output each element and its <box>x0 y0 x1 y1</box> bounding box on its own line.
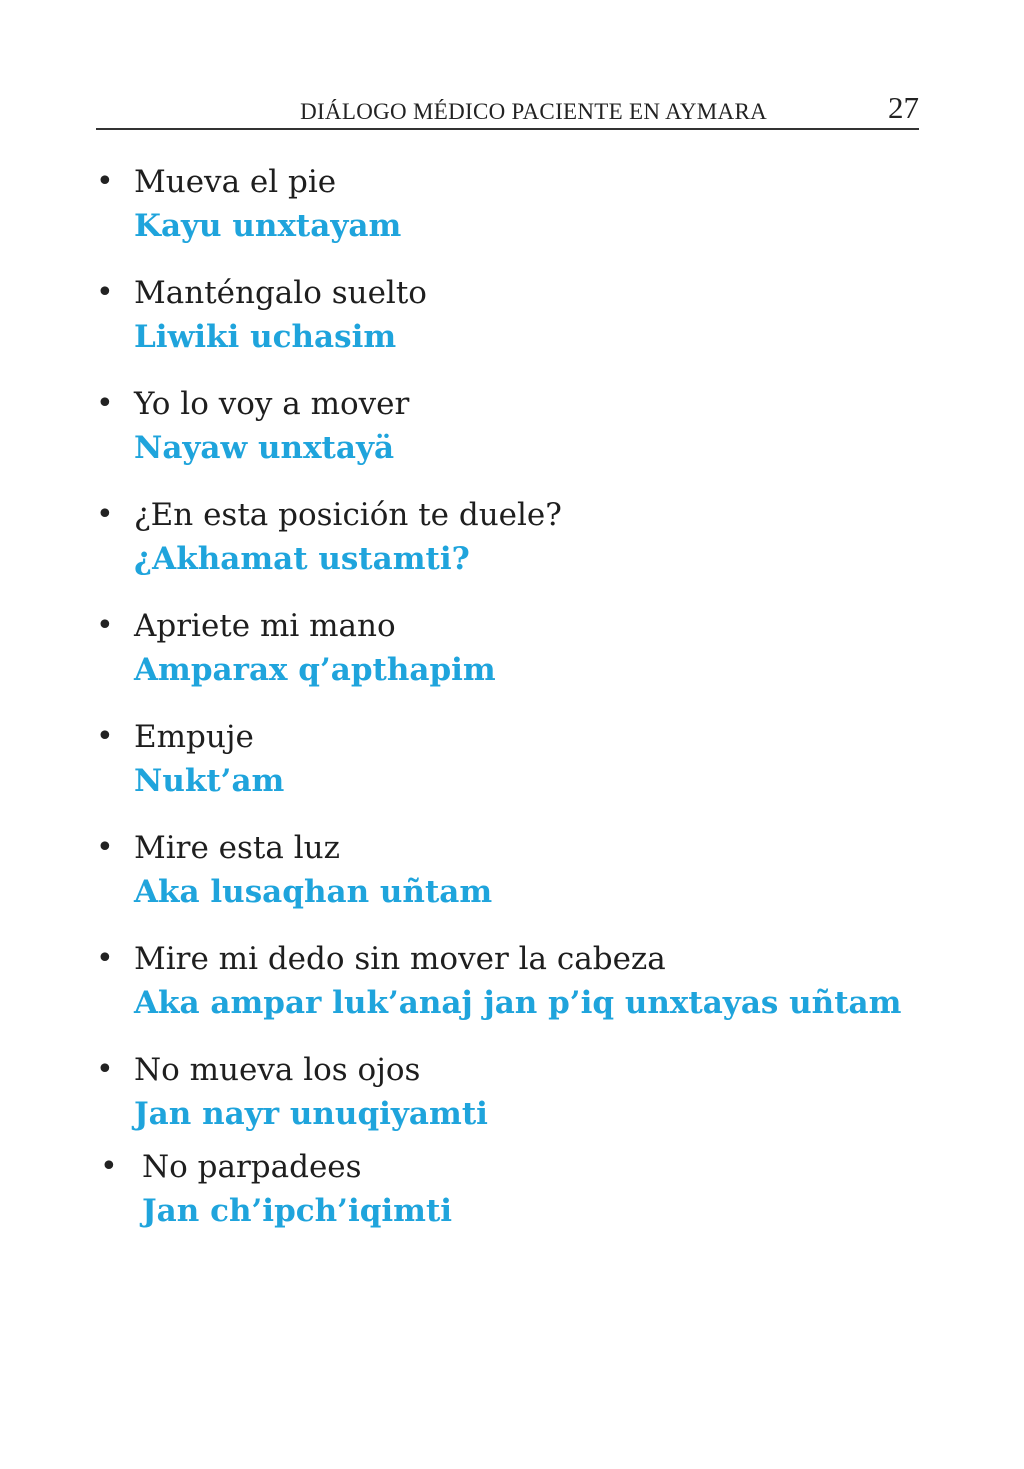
bullet-icon: • <box>96 941 114 976</box>
spanish-phrase: Mire mi dedo sin mover la cabeza <box>134 941 666 977</box>
bullet-icon: • <box>96 608 114 643</box>
spanish-phrase: Mire esta luz <box>134 830 340 866</box>
bullet-icon: • <box>96 497 114 532</box>
list-item <box>96 160 919 248</box>
spanish-phrase: Manténgalo suelto <box>134 275 427 311</box>
spanish-phrase: No mueva los ojos <box>134 1052 421 1088</box>
list-item <box>96 937 919 1025</box>
page-number: 27 <box>888 90 919 125</box>
spanish-phrase: Apriete mi mano <box>134 608 396 644</box>
page-header <box>96 92 919 130</box>
bullet-icon: • <box>96 1052 114 1087</box>
spanish-phrase: Empuje <box>134 719 254 755</box>
list-item <box>96 604 919 692</box>
aymara-translation: Jan ch’ipch’iqimti <box>142 1193 453 1229</box>
aymara-translation: Aka ampar luk’anaj jan p’iq unxtayas uñtam <box>134 985 902 1021</box>
bullet-icon: • <box>96 386 114 421</box>
phrase-list <box>96 160 919 1256</box>
list-item <box>96 271 919 359</box>
aymara-translation: Amparax q’apthapim <box>134 652 496 688</box>
aymara-translation: Nukt’am <box>134 763 285 799</box>
bullet-icon: • <box>96 275 114 310</box>
spanish-phrase: Mueva el pie <box>134 164 337 200</box>
aymara-translation: Liwiki uchasim <box>134 319 397 355</box>
spanish-phrase: ¿En esta posición te duele? <box>134 497 562 533</box>
running-title: DIÁLOGO MÉDICO PACIENTE EN AYMARA <box>300 99 767 124</box>
aymara-translation: Jan nayr unuqiyamti <box>134 1096 488 1132</box>
list-item <box>96 382 919 470</box>
spanish-phrase: No parpadees <box>142 1149 362 1185</box>
list-item <box>96 493 919 581</box>
aymara-translation: ¿Akhamat ustamti? <box>134 541 470 577</box>
list-item <box>96 1048 919 1136</box>
list-item <box>96 715 919 803</box>
bullet-icon: • <box>96 719 114 754</box>
aymara-translation: Nayaw unxtayä <box>134 430 395 466</box>
aymara-translation: Aka lusaqhan uñtam <box>134 874 493 910</box>
bullet-icon: • <box>100 1149 118 1184</box>
list-item <box>96 826 919 914</box>
list-item <box>100 1145 923 1233</box>
bullet-icon: • <box>96 164 114 199</box>
bullet-icon: • <box>96 830 114 865</box>
aymara-translation: Kayu unxtayam <box>134 208 402 244</box>
spanish-phrase: Yo lo voy a mover <box>134 386 410 422</box>
